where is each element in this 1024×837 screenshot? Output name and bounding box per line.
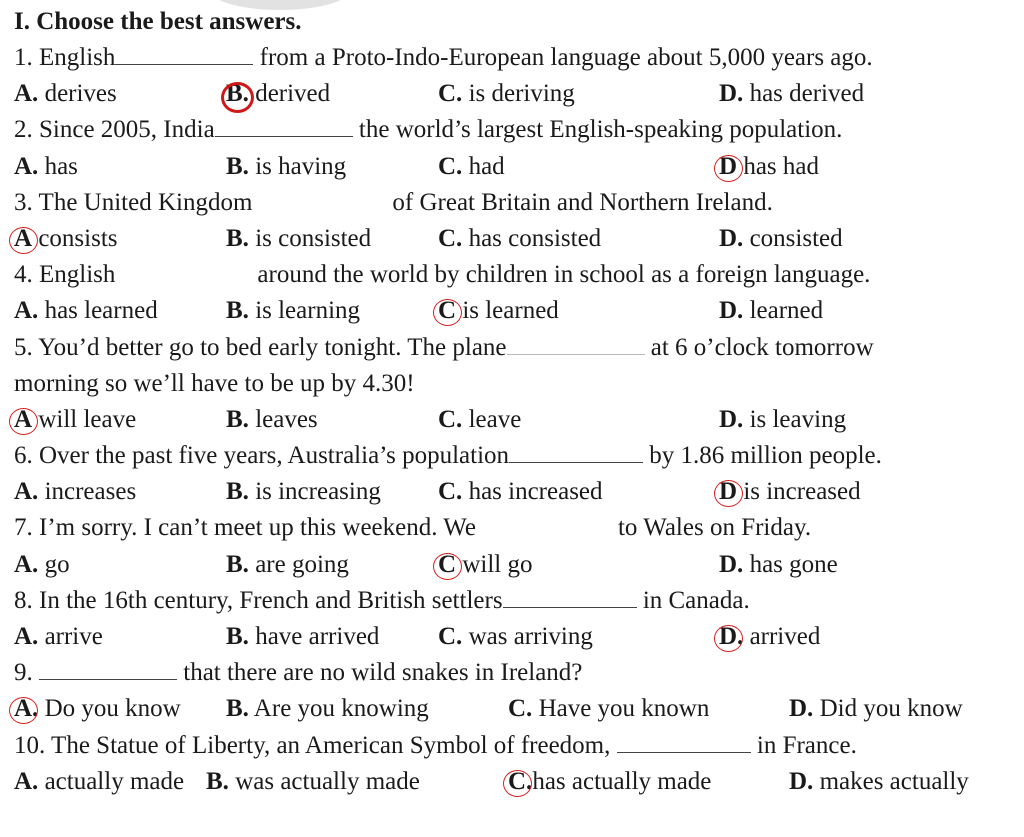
option-c[interactable]: C. has increased: [438, 478, 603, 506]
option-c-selected[interactable]: C.has actually made: [508, 764, 711, 800]
answer-circle-mark: A: [14, 221, 32, 257]
answer-blank: [503, 585, 637, 608]
answer-blank: [115, 42, 253, 65]
option-b[interactable]: B. is increasing: [226, 478, 381, 506]
worksheet: [14, 4, 1014, 800]
question-9-stem: 9. that there are no wild snakes in Ireland?: [14, 659, 583, 687]
option-b[interactable]: B. is consisted: [226, 224, 372, 252]
option-d-selected[interactable]: D has had: [719, 149, 819, 185]
option-d[interactable]: D. makes actually: [789, 767, 969, 795]
question-6-options: [14, 474, 1014, 510]
answer-blank: [617, 730, 751, 753]
option-a[interactable]: A. arrive: [14, 623, 103, 650]
question-2-stem: 2. Since 2005, India the world’s largest English-speaking population.: [14, 116, 843, 144]
answer-circle-mark: D: [719, 149, 737, 185]
question-1-stem: 1. English from a Proto-Indo-European language about 5,000 years ago.: [14, 44, 873, 71]
answer-circle-mark: B.: [226, 76, 249, 112]
question-2-options: [14, 149, 1014, 185]
option-a[interactable]: A. has learned: [14, 297, 158, 325]
question-7-options: [14, 547, 1014, 583]
option-c-selected[interactable]: C is learned: [438, 293, 559, 329]
answer-circle-mark: A.: [14, 691, 38, 727]
option-a[interactable]: A. increases: [14, 478, 137, 506]
option-b[interactable]: B. leaves: [226, 405, 318, 433]
answer-circle-mark: C.: [508, 764, 532, 800]
question-5-stem-continued: morning so we’ll have to be up by 4.30!: [14, 369, 415, 397]
option-b[interactable]: B. is learning: [226, 297, 361, 325]
question-10-options: [14, 764, 1014, 800]
option-c[interactable]: C. had: [438, 152, 505, 180]
option-d[interactable]: D. Did you know: [789, 695, 963, 723]
option-c[interactable]: C. was arriving: [438, 623, 593, 650]
option-b[interactable]: B. are going: [226, 550, 349, 578]
option-d-selected[interactable]: D is increased: [719, 474, 861, 510]
option-c-selected[interactable]: C will go: [438, 547, 532, 583]
option-d[interactable]: D. has derived: [719, 80, 865, 108]
option-a[interactable]: A. has: [14, 152, 78, 180]
question-6-stem: 6. Over the past five years, Australia’s population by 1.86 million people.: [14, 442, 882, 470]
option-a[interactable]: A. go: [14, 550, 70, 578]
question-1-options: [14, 76, 1014, 112]
option-a-selected[interactable]: A consists: [14, 221, 118, 257]
answer-blank: [509, 440, 643, 463]
question-8-stem: 8. In the 16th century, French and British settlers in Canada.: [14, 586, 750, 614]
question-3-options: [14, 221, 1014, 257]
option-b[interactable]: B. was actually made: [206, 767, 420, 795]
answer-blank: [39, 657, 177, 680]
answer-circle-mark: C: [438, 547, 456, 583]
option-d-selected[interactable]: D. arrived: [719, 619, 820, 655]
answer-blank: [215, 114, 353, 137]
answer-circle-mark: D.: [719, 619, 743, 655]
answer-circle-mark: C: [438, 293, 456, 329]
option-a[interactable]: A. derives: [14, 80, 117, 108]
option-b[interactable]: B. Are you knowing: [226, 695, 429, 723]
option-b[interactable]: B. have arrived: [226, 623, 380, 650]
option-a-selected[interactable]: A will leave: [14, 402, 136, 438]
question-10-stem: 10. The Statue of Liberty, an American Symbol of freedom, in France.: [14, 731, 857, 759]
option-b[interactable]: B. is having: [226, 152, 347, 180]
answer-circle-mark: D: [719, 474, 737, 510]
option-d[interactable]: D. learned: [719, 297, 824, 325]
option-a[interactable]: A. actually made: [14, 767, 185, 795]
option-c[interactable]: C. leave: [438, 405, 522, 433]
option-c[interactable]: C. Have you known: [508, 695, 710, 723]
option-a-selected[interactable]: A. Do you know: [14, 691, 181, 727]
option-d[interactable]: D. is leaving: [719, 405, 847, 433]
answer-circle-mark: A: [14, 402, 32, 438]
option-c[interactable]: C. is deriving: [438, 80, 575, 108]
question-4-stem: 4. English around the world by children in school as a foreign language.: [14, 261, 871, 289]
answer-blank: [507, 332, 645, 355]
option-b-selected[interactable]: B. derived: [226, 76, 330, 112]
question-9-options: [14, 691, 1014, 727]
question-5-stem: 5. You’d better go to bed early tonight. The plane at 6 o’clock tomorrow: [14, 333, 874, 361]
question-7-stem: 7. I’m sorry. I can’t meet up this weekend. We to Wales on Friday.: [14, 514, 812, 542]
option-d[interactable]: D. has gone: [719, 550, 838, 578]
option-c[interactable]: C. has consisted: [438, 224, 602, 252]
section-title: I. Choose the best answers.: [14, 8, 302, 35]
question-3-stem: 3. The United Kingdom of Great Britain and Northern Ireland.: [14, 188, 773, 216]
question-4-options: [14, 293, 1014, 329]
question-5-options: [14, 402, 1014, 438]
option-d[interactable]: D. consisted: [719, 224, 843, 252]
question-8-options: [14, 619, 1014, 655]
